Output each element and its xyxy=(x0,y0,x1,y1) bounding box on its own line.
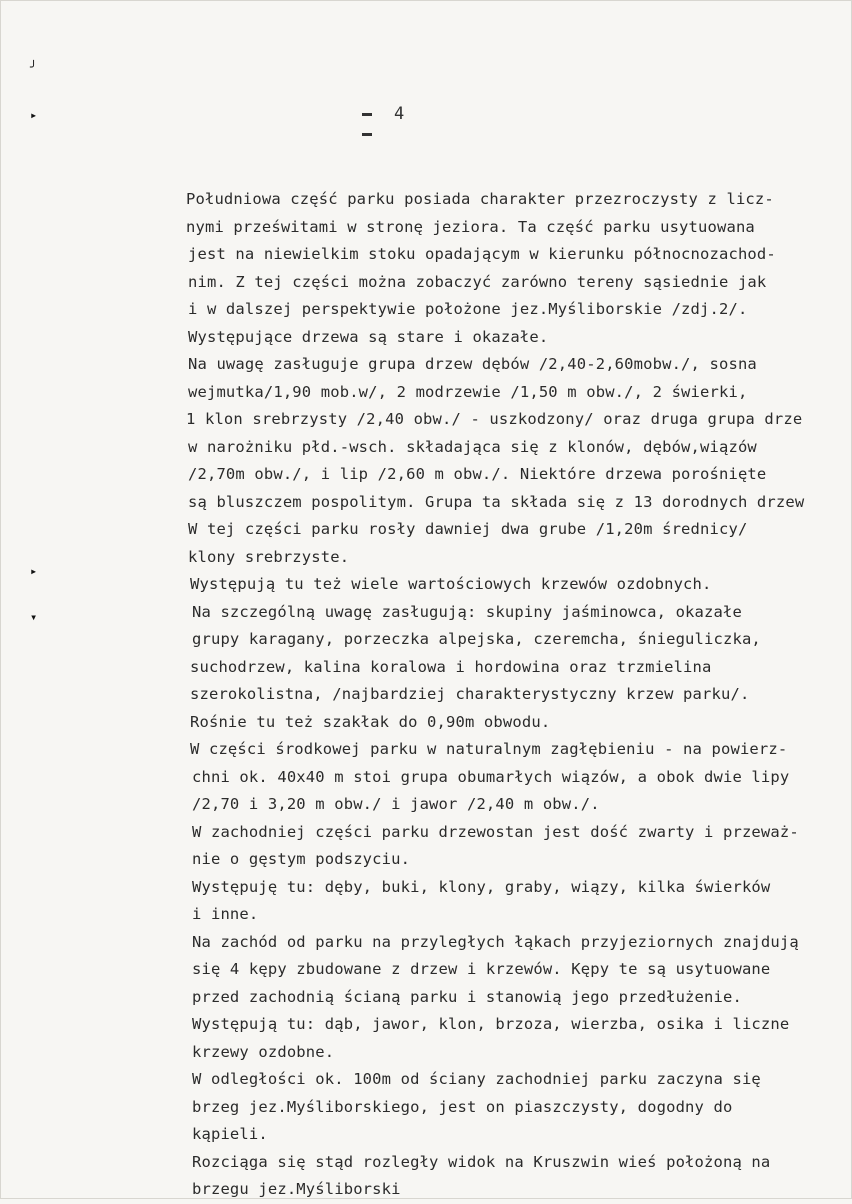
text-line: Rozciąga się stąd rozległy widok na Kruszwin wieś położoną na xyxy=(192,1152,771,1171)
text-line: Na szczególną uwagę zasługują: skupiny jaśminowca, okazałe xyxy=(192,602,742,621)
text-line: Występują tu: dąb, jawor, klon, brzoza, wierzba, osika i liczne xyxy=(192,1015,790,1033)
margin-mark: ▸ xyxy=(30,108,38,122)
text-line: krzewy ozdobne. xyxy=(192,1042,335,1061)
text-line: w narożniku płd.-wsch. składająca się z klonów, dębów,wiązów xyxy=(188,437,757,456)
text-line: są bluszczem pospolitym. Grupa ta składa się z 13 dorodnych drzew xyxy=(188,492,805,511)
text-line: W zachodniej części parku drzewostan jest dość zwarty i przeważ- xyxy=(192,822,799,841)
text-line: kąpieli. xyxy=(192,1125,268,1143)
margin-mark: ▸ xyxy=(30,564,38,578)
text-line: W odległości ok. 100m od ściany zachodniej parku zaczyna się xyxy=(192,1070,761,1088)
text-line: Na zachód od parku na przyległych łąkach przyjeziornych znajdują xyxy=(192,932,799,951)
text-line: suchodrzew, kalina koralowa i hordowina oraz trzmielina xyxy=(190,657,712,676)
text-line: Na uwagę zasługuje grupa drzew dębów /2,40-2,60mobw./, sosna xyxy=(188,355,757,373)
text-line: przed zachodnią ścianą parku i stanowią jego przedłużenie. xyxy=(192,987,742,1006)
dash xyxy=(362,113,372,116)
text-line: chni ok. 40x40 m stoi grupa obumarłych wiązów, a obok dwie lipy xyxy=(192,767,790,786)
text-line: szerokolistna, /najbardziej charakterystyczny krzew parku/. xyxy=(190,685,750,703)
text-line: jest na niewielkim stoku opadającym w kierunku północnozachod- xyxy=(188,245,776,263)
text-line: Występuję tu: dęby, buki, klony, graby, wiązy, kilka świerków xyxy=(192,877,771,896)
text-line: Występujące drzewa są stare i okazałe. xyxy=(188,327,549,346)
margin-mark: ╯ xyxy=(30,60,38,74)
text-line: Rośnie tu też szakłak do 0,90m obwodu. xyxy=(190,712,551,731)
text-line: Występują tu też wiele wartościowych krzewów ozdobnych. xyxy=(190,575,712,593)
text-line: wejmutka/1,90 mob.w/, 2 modrzewie /1,50 m obw./, 2 świerki, xyxy=(188,382,748,401)
text-line: W części środkowej parku w naturalnym zagłębieniu - na powierz- xyxy=(190,740,788,758)
text-line: /2,70m obw./, i lip /2,60 m obw./. Niektóre drzewa porośnięte xyxy=(188,465,767,483)
text-line: brzeg jez.Myśliborskiego, jest on piaszczysty, dogodny do xyxy=(192,1097,733,1116)
text-line: W tej części parku rosły dawniej dwa grube /1,20m średnicy/ xyxy=(188,520,748,538)
page-number xyxy=(340,104,460,144)
text-line: /2,70 i 3,20 m obw./ i jawor /2,40 m obw./. xyxy=(192,795,600,813)
text-line: 1 klon srebrzysty /2,40 obw./ - uszkodzony/ oraz druga grupa drze xyxy=(186,410,803,428)
text-line: i w dalszej perspektywie położone jez.Myśliborskie /zdj.2/. xyxy=(188,300,748,318)
text-line: Południowa część parku posiada charakter przezroczysty z licz- xyxy=(186,190,774,208)
text-line: nie o gęstym podszyciu. xyxy=(192,850,411,868)
text-line: nim. Z tej części można zobaczyć zarówno tereny sąsiednie jak xyxy=(188,272,767,291)
text-line: grupy karagany, porzeczka alpejska, czeremcha, śnieguliczka, xyxy=(192,630,761,648)
document-body xyxy=(186,186,848,1204)
text-line: i inne. xyxy=(192,905,259,923)
text-line: się 4 kępy zbudowane z drzew i krzewów. Kępy te są usytuowane xyxy=(192,960,771,978)
margin-mark: ▾ xyxy=(30,610,38,624)
page-number-value: 4 xyxy=(394,104,407,124)
text-line: nymi prześwitami w stronę jeziora. Ta część parku usytuowana xyxy=(186,217,755,236)
text-line: brzegu jez.Myśliborski xyxy=(192,1180,401,1198)
text-line: klony srebrzyste. xyxy=(188,547,350,566)
dash xyxy=(362,133,372,136)
